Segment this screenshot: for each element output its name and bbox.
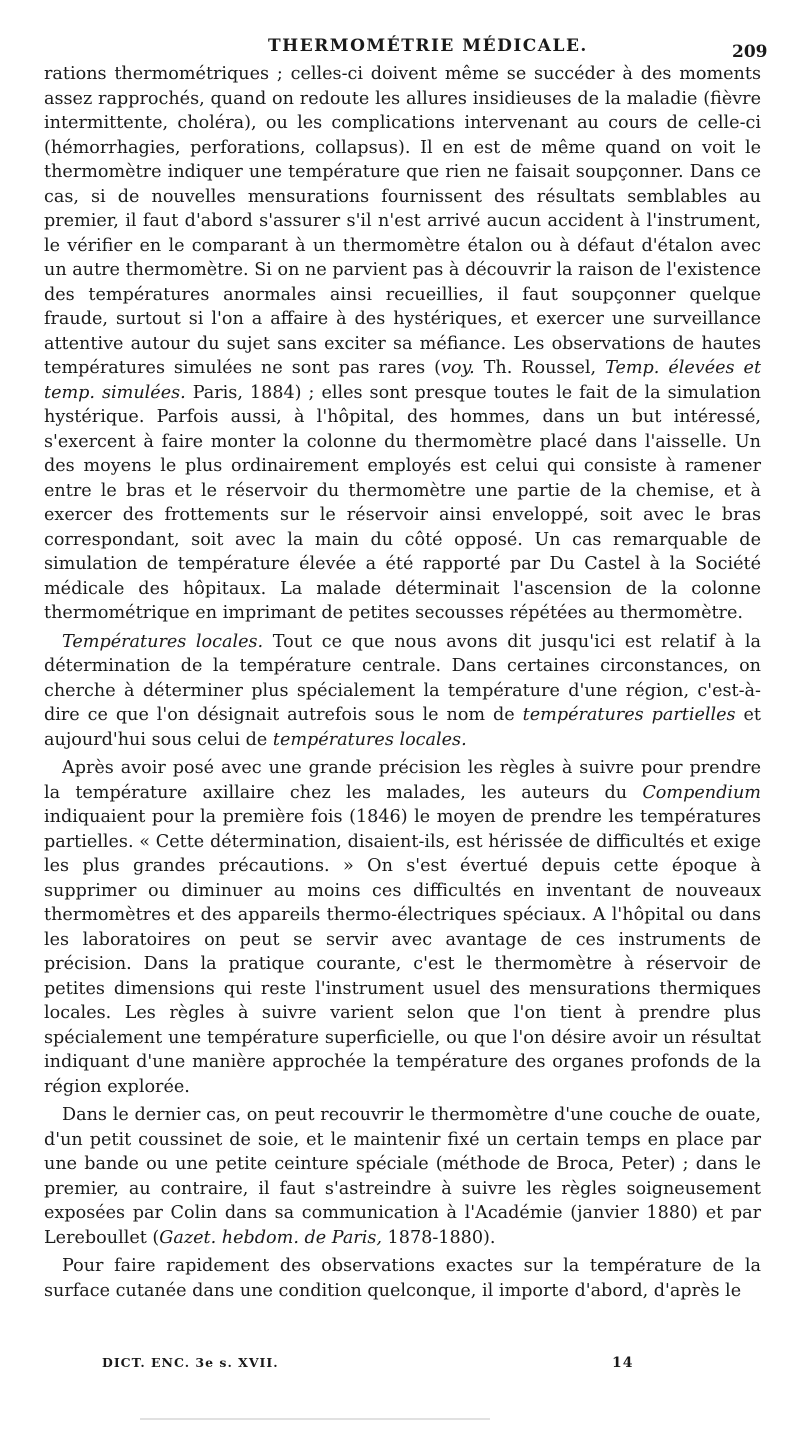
running-title: THERMOMÉTRIE MÉDICALE. [268,36,588,56]
body-text [44,62,761,1307]
paragraph [44,1103,761,1250]
text-run: Dans le dernier cas, on peut recouvrir le thermomètre d'une couche de ouate, d'un petit coussinet de soie, et le maintenir fixé un certain temps en place par une bande ou une petite ceinture spéciale (méthode de Broca, Peter) ; dans le premier, au contraire, il faut s'astreindre à suivre les règles soigneusement exposées par Colin dans sa communication à l'Académie (janvier 1880) et par Lereboullet ( [44,1105,761,1248]
text-run: et aujourd'hui sous celui de [44,705,761,750]
signature-mark: DICT. ENC. 3e s. XVII. [102,1355,279,1370]
paragraph [44,630,761,753]
text-run: Tout ce que nous avons dit jusqu'ici est relatif à la détermination de la température centrale. Dans certaines circonstances, on cherche à déterminer plus spécialement la température d'une région, c'est-à-dire ce que l'on désignait autrefois sous le nom de [44,631,761,725]
text-run: indiquaient pour la première fois (1846) le moyen de prendre les températures partielles. « Cette détermination, disaient-ils, est hérissée de difficultés et exige les plus grandes précautions. » On s'est évertué depuis cette époque à supprimer ou diminuer au moins ces difficultés en inventant de nouveaux thermomètres et des appareils thermo-électriques spéciaux. A l'hôpital ou dans les laboratoires on peut se servir avec avantage de ces instruments de précision. Dans la pratique courante, c'est le thermomètre à réservoir de petites dimensions qui reste l'instrument usuel des mensurations thermiques locales. Les règles à suivre varient selon que l'on tient à prendre plus spécialement une température superficielle, ou que l'on désire avoir un résultat indiquant d'une manière approchée la température des organes profonds de la région explorée. [44,807,761,1097]
text-run: Pour faire rapidement des observations exactes sur la température de la surface cutanée dans une condition quelconque, il importe d'abord, d'après le [44,1256,761,1301]
page-number: 209 [732,42,768,62]
page-footer [0,1355,800,1379]
text-run: rations thermométriques ; celles-ci doivent même se succéder à des moments assez rapprochés, quand on redoute les allures insidieuses de la maladie (fièvre intermittente, choléra), ou les complications intervenant au cours de celle-ci (hémorrhagies, perforations, collapsus). Il en est de même quand on voit le thermomètre indiquer une température que rien ne faisait soupçonner. Dans ce cas, si de nouvelles mensurations fournissent des résultats semblables au premier, il faut d'abord s'assurer s'il n'est arrivé aucun accident à l'instrument, le vérifier en le comparant à un thermomètre étalon ou à défaut d'étalon avec un autre thermomètre. Si on ne parvient pas à découvrir la raison de l'existence des températures anormales ainsi recueillies, il faut soupçonner quelque fraude, surtout si l'on a affaire à des hystériques, et exercer une surveillance attentive autour du sujet sans exciter sa méfiance. Les observations de hautes températures simulées ne sont pas rares ( [44,64,761,378]
italic-run: Temp. élevées et temp. simulées. [44,358,762,403]
text-run: Th. Roussel, [474,358,606,378]
text-run: 1878-1880). [381,1227,496,1248]
page-header [0,36,800,62]
paragraph [44,1254,761,1303]
signature-number: 14 [612,1355,634,1371]
text-run: Après avoir posé avec une grande précision les règles à suivre pour prendre la température axillaire chez les malades, les auteurs du [44,758,761,803]
italic-run: Compendium [642,782,761,803]
text-run: Paris, 1884) ; elles sont presque toutes le fait de la simulation hystérique. Parfois aussi, à l'hôpital, des hommes, dans un but intéressé, s'exercent à faire monter la colonne du thermomètre placé dans l'aisselle. Un des moyens le plus ordinairement employés est celui qui consiste à ramener entre le bras et le réservoir du thermomètre une partie de la chemise, et à exercer des frottements sur le réservoir ainsi enveloppé, soit avec le bras correspondant, soit avec la main du côté opposé. Un cas remarquable de simulation de température élevée a été rapporté par Du Castel à la Société médicale des hôpitaux. La malade déterminait l'ascension de la colonne thermométrique en imprimant de petites secousses répétées au thermomètre. [44,382,761,623]
italic-run: températures partielles [522,705,736,725]
paragraph [44,62,761,626]
paragraph [44,756,761,1099]
scan-artifact-line [140,1418,490,1420]
section-heading: Températures locales. [62,631,264,652]
italic-run: voy. [440,358,475,378]
italic-run: Gazet. hebdom. de Paris, [159,1227,382,1248]
italic-run: températures locales. [272,729,467,750]
